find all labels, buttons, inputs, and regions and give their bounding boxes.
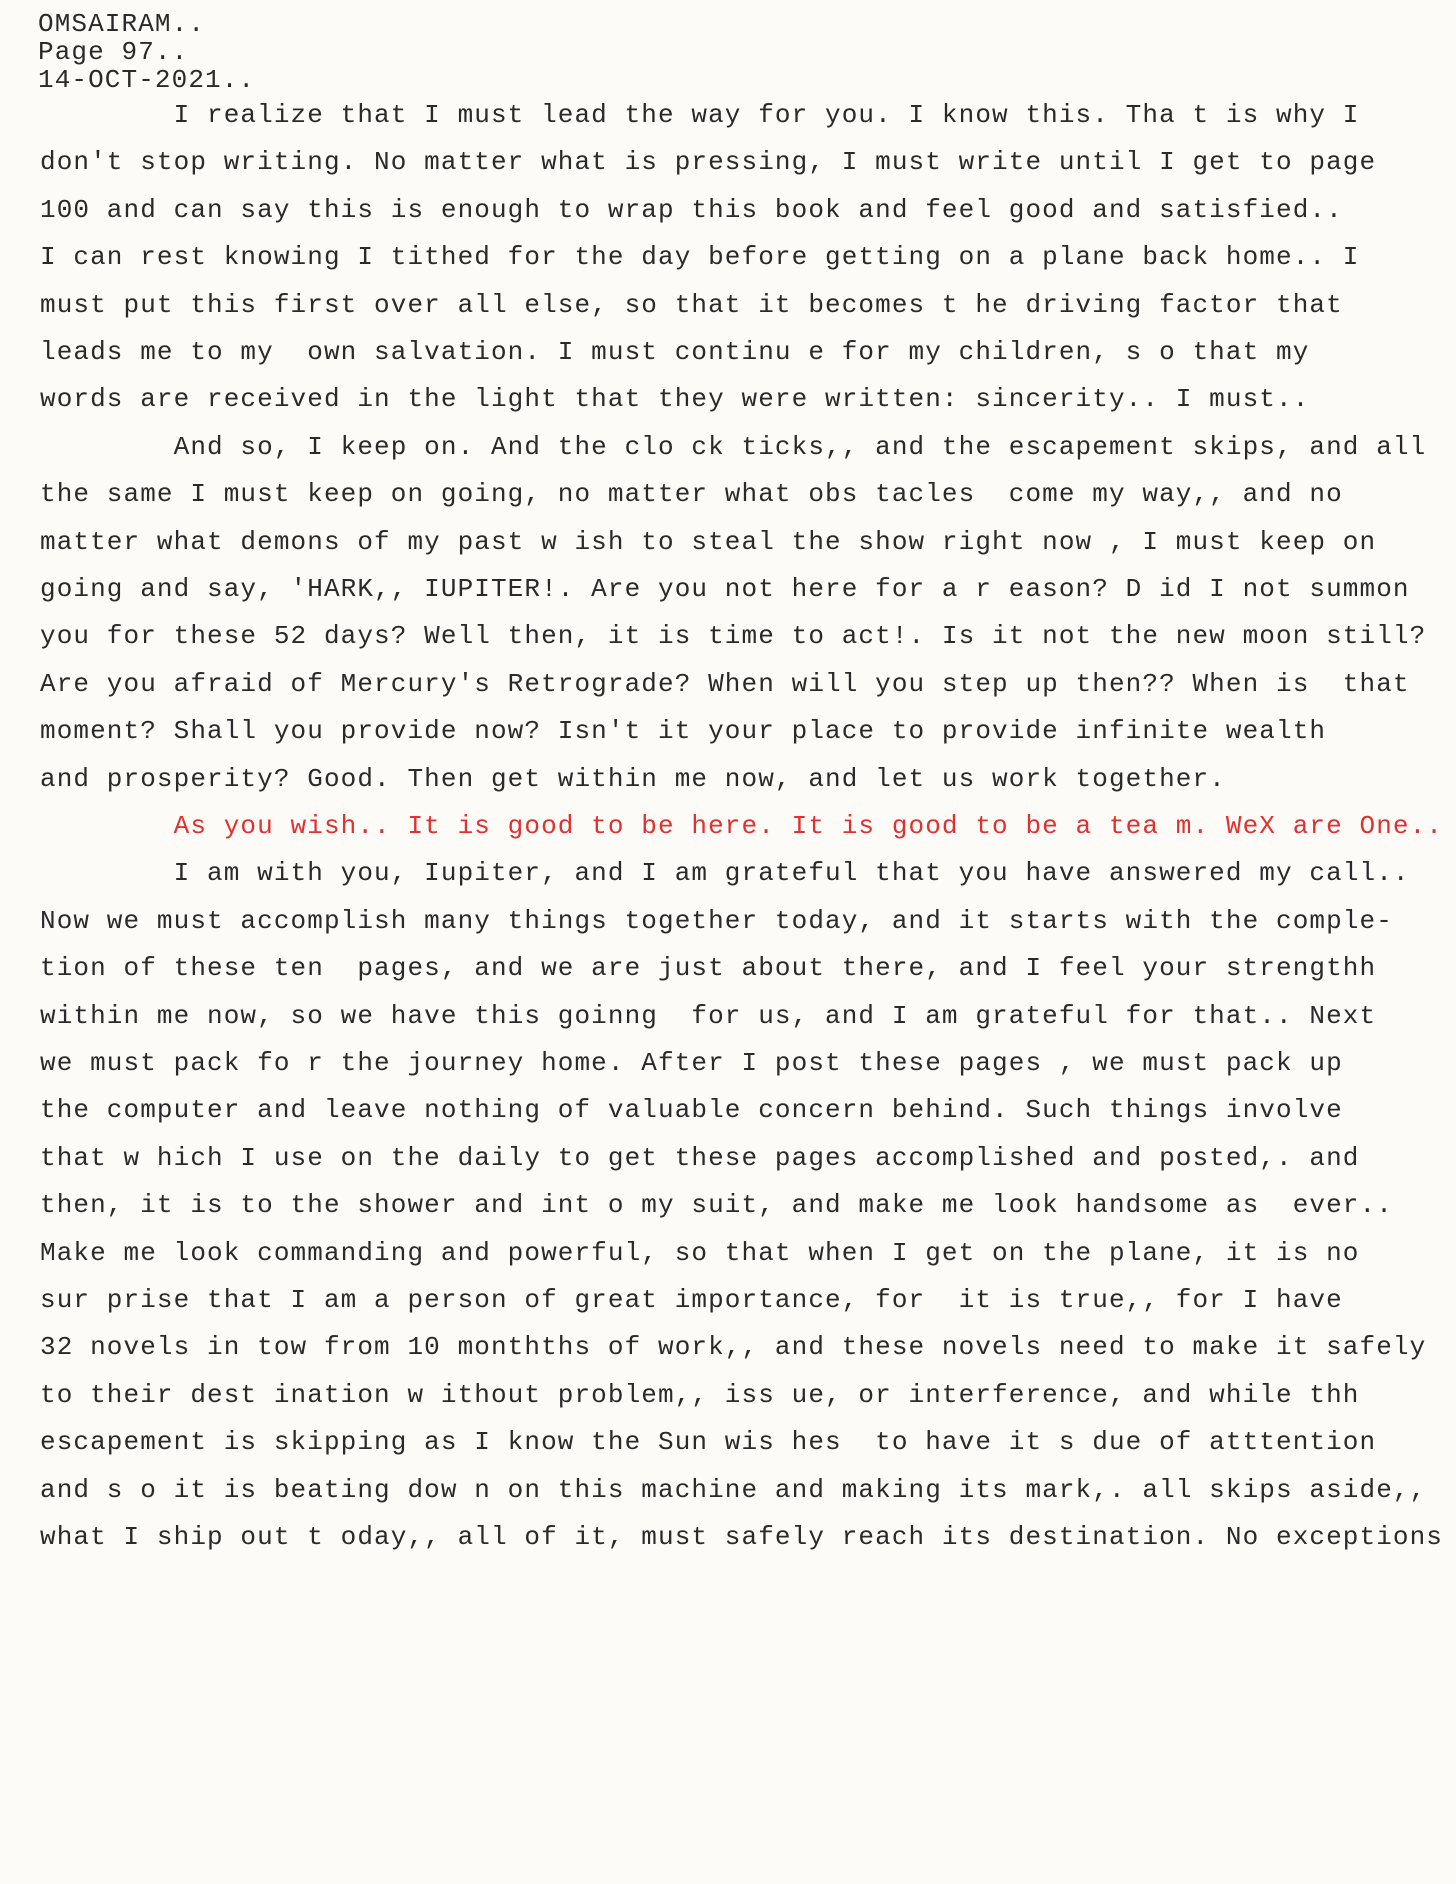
text-line: must put this first over all else, so that it becomes t he driving factor that [40,289,1343,320]
text-line: As you wish.. It is good to be here. It is good to be a tea m. WeX are One.. [40,811,1444,841]
text-line: to their dest ination w ithout problem,, iss ue, or interference, and while thh [40,1379,1360,1410]
text-line: within me now, so we have this goinng for us, and I am grateful for that.. Next [40,1000,1377,1031]
text-line: sur prise that I am a person of great importance, for it is true,, for I have [40,1285,1343,1315]
header-line-1: OMSAIRAM.. [38,9,206,39]
text-line: moment? Shall you provide now? Isn't it your place to provide infinite wealth [40,716,1327,747]
text-line: what I ship out t oday,, all of it, must safely reach its destination. No exceptions [40,1522,1444,1552]
text-line: we must pack fo r the journey home. After I post these pages , we must pack up [40,1048,1343,1078]
text-line: matter what demons of my past w ish to steal the show right now , I must keep on [40,526,1377,557]
text-line: and s o it is beating dow n on this machine and making its mark,. all skips aside,, [40,1474,1427,1505]
text-line: words are received in the light that they were written: sincerity.. I must.. [40,384,1310,415]
text-line: Are you afraid of Mercury's Retrograde? When will you step up then?? When is that [40,668,1410,699]
text-line: don't stop writing. No matter what is pressing, I must write until I get to page [40,147,1377,178]
text-line: the computer and leave nothing of valuable concern behind. Such things involve [40,1095,1343,1126]
text-line: tion of these ten pages, and we are just about there, and I feel your strengthh [40,953,1377,984]
text-line: I realize that I must lead the way for you. I know this. Tha t is why I [40,100,1360,130]
text-line: the same I must keep on going, no matter what obs tacles come my way,, and no [40,479,1343,510]
text-line: escapement is skipping as I know the Sun wis hes to have it s due of atttention [40,1427,1377,1458]
text-line: then, it is to the shower and int o my suit, and make me look handsome as ever.. [40,1190,1393,1221]
text-line: 32 novels in tow from 10 monthths of work,, and these novels need to make it safely [40,1332,1427,1363]
text-line: and prosperity? Good. Then get within me now, and let us work together. [40,763,1226,794]
text-line: you for these 52 days? Well then, it is time to act!. Is it not the new moon still? [40,621,1427,652]
text-line: that w hich I use on the daily to get these pages accomplished and posted,. and [40,1142,1360,1173]
text-line: 100 and can say this is enough to wrap this book and feel good and satisfied.. [40,194,1343,225]
text-line: Now we must accomplish many things together today, and it starts with the comple- [40,905,1393,936]
header-line-3: 14-OCT-2021.. [38,65,256,95]
header-line-2: Page 97.. [38,37,189,67]
text-line: I am with you, Iupiter, and I am grateful that you have answered my call.. [40,858,1410,889]
text-line: going and say, 'HARK,, IUPITER!. Are you not here for a r eason? D id I not summon [40,574,1410,604]
text-line: I can rest knowing I tithed for the day before getting on a plane back home.. I [40,242,1360,273]
text-line: Make me look commanding and powerful, so that when I get on the plane, it is no [40,1237,1360,1268]
text-line: leads me to my own salvation. I must continu e for my children, s o that my [40,337,1310,367]
text-line: And so, I keep on. And the clo ck ticks,, and the escapement skips, and all [40,431,1427,462]
